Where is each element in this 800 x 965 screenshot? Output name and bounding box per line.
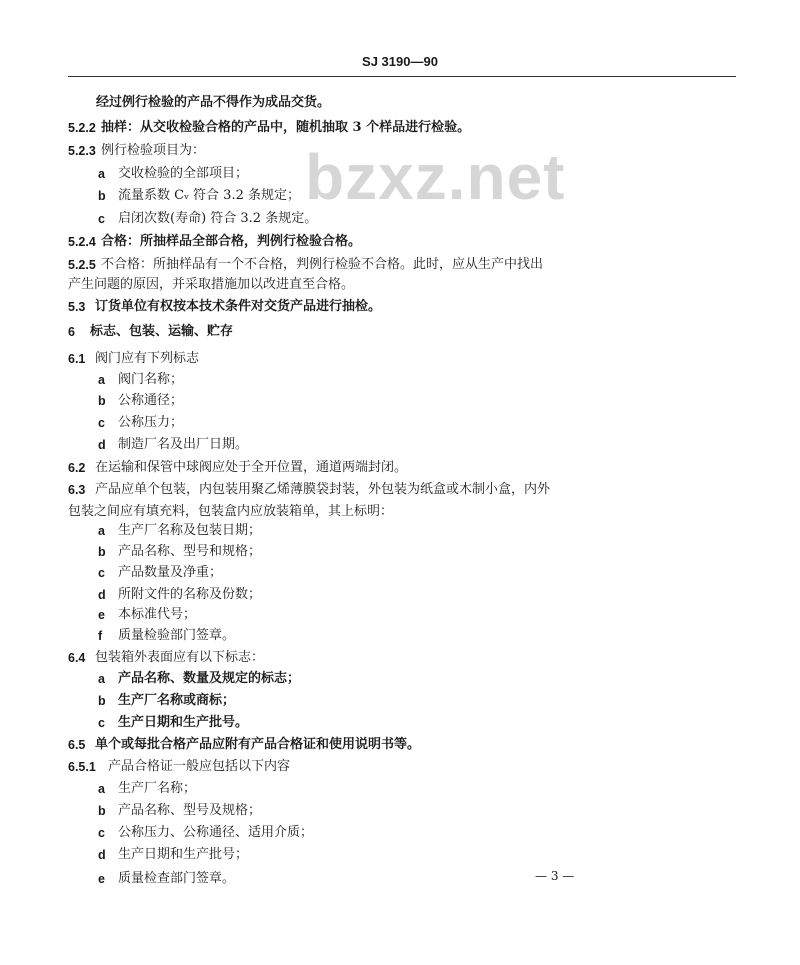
clause-number: 6.4 [68, 651, 86, 665]
list-item-marker: f [98, 629, 103, 643]
clause-number: 6.5 [68, 738, 86, 752]
list-item-marker: d [98, 588, 106, 602]
clause-number: 6.1 [68, 352, 86, 366]
line-text: 产品名称、数量及规定的标志； [118, 671, 301, 686]
list-item-marker: a [98, 782, 105, 796]
line-text: 产品名称、型号及规格； [118, 803, 262, 818]
line-text: 制造厂名及出厂日期。 [118, 437, 249, 452]
list-item-marker: d [98, 848, 106, 862]
line-text: 启闭次数(寿命) 符合 3.2 条规定。 [118, 211, 318, 226]
line-text: 产品名称、型号和规格； [118, 544, 262, 559]
line-text: 阀门应有下列标志 [95, 351, 200, 366]
page-number: — 3 — [535, 869, 575, 883]
line-text: 产品数量及净重； [118, 565, 223, 580]
clause-number: 5.2.4 [68, 235, 96, 249]
watermark: bzxz.net [305, 141, 566, 213]
line-text: 交收检验的全部项目； [118, 166, 249, 181]
line-text: 例行检验项目为： [101, 143, 206, 158]
clause-number: 5.2.5 [68, 258, 96, 272]
list-item-marker: d [98, 438, 106, 452]
list-item-marker: b [98, 545, 106, 559]
list-item-marker: c [98, 566, 105, 580]
line-text: 订货单位有权按本技术条件对交货产品进行抽检。 [95, 299, 382, 314]
clause-number: 6.2 [68, 461, 86, 475]
line-text: 合格：所抽样品全部合格，判例行检验合格。 [101, 234, 362, 249]
line-text: 抽样：从交收检验合格的产品中，随机抽取 3 个样品进行检验。 [101, 120, 471, 135]
clause-number: 5.3 [68, 300, 86, 314]
line-text: 公称压力； [118, 415, 184, 430]
line-text: 生产日期和生产批号。 [118, 715, 249, 730]
line-text: 质量检验部门签章。 [118, 628, 236, 643]
list-item-marker: c [98, 416, 105, 430]
clause-number: 6.3 [68, 483, 86, 497]
line-text: 生产厂名称或商标； [118, 693, 236, 708]
line-text: 阀门名称； [118, 372, 184, 387]
line-text: 经过例行检验的产品不得作为成品交货。 [96, 95, 331, 110]
line-text: 生产厂名称； [118, 781, 197, 796]
list-item-marker: a [98, 373, 105, 387]
clause-number: 5.2.2 [68, 121, 96, 135]
line-text: 不合格：所抽样品有一个不合格，判例行检验不合格。此时，应从生产中找出 [101, 257, 544, 272]
line-text: 公称通径； [118, 393, 184, 408]
list-item-marker: c [98, 716, 105, 730]
list-item-marker: b [98, 394, 106, 408]
list-item-marker: a [98, 167, 105, 181]
line-text: 质量检查部门签章。 [118, 871, 236, 886]
line-text: 生产日期和生产批号； [118, 847, 249, 862]
list-item-marker: b [98, 694, 106, 708]
line-text: 在运输和保管中球阀应处于全开位置，通道两端封闭。 [95, 460, 408, 475]
line-text: 公称压力、公称通径、适用介质； [118, 825, 314, 840]
list-item-marker: b [98, 189, 106, 203]
clause-number: 6 [68, 325, 75, 339]
clause-number: 6.5.1 [68, 760, 96, 774]
page-header: SJ 3190—90 [362, 54, 438, 69]
list-item-marker: e [98, 872, 105, 886]
list-item-marker: a [98, 524, 105, 538]
line-text: 产生问题的原因，并采取措施加以改进直至合格。 [68, 277, 355, 292]
clause-number: 5.2.3 [68, 144, 96, 158]
list-item-marker: c [98, 826, 105, 840]
line-text: 标志、包装、运输、贮存 [90, 324, 234, 339]
line-text: 所附文件的名称及份数； [118, 587, 262, 602]
line-text: 流量系数 Cᵥ 符合 3.2 条规定； [118, 188, 300, 203]
line-text: 包装之间应有填充料，包装盒内应放装箱单，其上标明： [68, 504, 394, 519]
header-rule [68, 76, 736, 77]
list-item-marker: b [98, 804, 106, 818]
list-item-marker: a [98, 672, 105, 686]
line-text: 产品合格证一般应包括以下内容 [108, 759, 291, 774]
list-item-marker: e [98, 608, 105, 622]
list-item-marker: c [98, 212, 105, 226]
line-text: 单个或每批合格产品应附有产品合格证和使用说明书等。 [95, 737, 421, 752]
line-text: 本标准代号； [118, 607, 197, 622]
line-text: 产品应单个包装，内包装用聚乙烯薄膜袋封装，外包装为纸盒或木制小盒，内外 [95, 482, 551, 497]
line-text: 生产厂名称及包装日期； [118, 523, 262, 538]
line-text: 包装箱外表面应有以下标志： [95, 650, 265, 665]
